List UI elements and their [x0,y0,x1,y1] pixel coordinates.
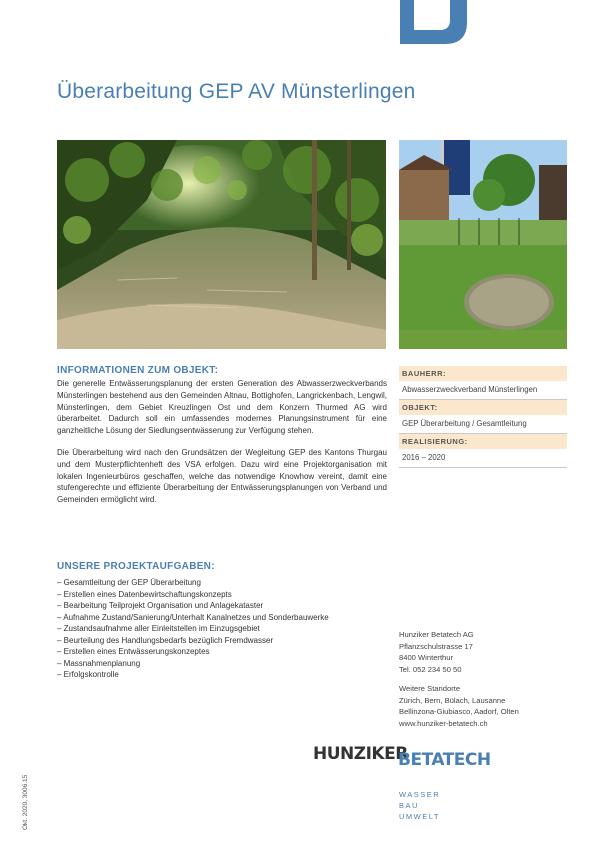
locations-line-2: Bellinzona-Giubiasco, Aadorf, Olten [399,707,519,716]
logo-part-betatech: BETATECH [398,750,491,770]
list-item: – Erstellen eines Entwässerungskonzeptes [57,647,210,656]
list-item: – Erfolgskontrolle [57,670,119,679]
facts-table [399,366,567,468]
list-item: – Aufnahme Zustand/Sanierung/Unterhalt Kanalnetzes und Sonderbauwerke [57,612,329,622]
list-item: – Massnahmenplanung [57,658,141,668]
fact-value-object: GEP Überarbeitung / Gesamtleitung [399,415,567,434]
page-title: Überarbeitung GEP AV Münsterlingen [57,80,416,103]
contact-block [399,629,569,729]
fact-label-object: OBJEKT: [399,400,567,415]
stream-photo [57,140,386,349]
slogan-water: WASSER [399,790,441,799]
tasks-heading: UNSERE PROJEKTAUFGABEN: [57,561,215,572]
phone-number: Tel. 052 234 50 50 [399,664,462,674]
fact-label-realisation: REALISIERUNG: [399,434,567,449]
document-code: Okt. 2020, 3006.15 [22,774,29,830]
info-heading: INFORMATIONEN ZUM OBJEKT: [57,365,219,376]
list-item: – Zustandsaufnahme aller Einleitstellen im Einzugsgebiet [57,624,260,633]
city-address: 8400 Winterthur [399,653,454,662]
list-item: – Beurteilung des Handlungsbedarfs bezüglich Fremdwasser [57,635,274,645]
meadow-photo [399,140,567,349]
info-body [57,378,387,516]
slogan-build: BAU [399,801,419,810]
list-item: – Gesamtleitung der GEP Überarbeitung [57,578,201,587]
street-address: Pflanzschulstrasse 17 [399,641,473,651]
list-item: – Bearbeitung Teilprojekt Organisation und Anlagekataster [57,601,264,610]
company-name: Hunziker Betatech AG [399,630,474,639]
locations-line-1: Zürich, Bern, Bülach, Lausanne [399,695,506,705]
info-paragraph-2: Die Überarbeitung wird nach den Grundsätzen der Wegleitung GEP des Kantons Thurgau und dem Musterpflichtenheft des VSA erfolgen. Dazu wird eine Projektorganisation mit lokalen Ingenieurbüros geschaffen, welche das notwendige Knowhow vereint, damit eine stufengerechte und effiziente Überarbeitung der Entwässerungsplanungen von Verband und Gemeinden ermöglicht wird. [57,447,387,505]
locations-label: Weitere Standorte [399,684,461,693]
slogan [399,789,440,822]
list-item: – Erstellen eines Datenbewirtschaftungskonzepts [57,589,232,599]
tasks-list [57,577,387,681]
brand-tab-icon [400,0,467,44]
website-link[interactable]: www.hunziker-betatech.ch [399,718,488,728]
fact-value-realisation: 2016 – 2020 [399,449,567,468]
info-paragraph-1: Die generelle Entwässerungsplanung der ersten Generation des Abwasserzweckverbands Münsterlingen bestehend aus den Gemeinden Altnau, Bottighofen, Langrickenbach, Lengwil, Münsterlingen, dem Gebiet Kreuzlingen Ost und dem Konzern Thurmed AG wird überarbeitet. Dadurch soll ein umfassendes modernes Planungsinstrument für eine ganzheitliche Lösung der Siedlungsentwässerung zur Verfügung stehen. [57,379,387,436]
company-logo [313,744,513,770]
fact-value-client: Abwasserzweckverband Münsterlingen [399,381,567,400]
fact-label-client: BAUHERR: [399,366,567,381]
slogan-environment: UMWELT [399,812,440,821]
logo-part-hunziker: HUNZIKER [313,744,408,764]
